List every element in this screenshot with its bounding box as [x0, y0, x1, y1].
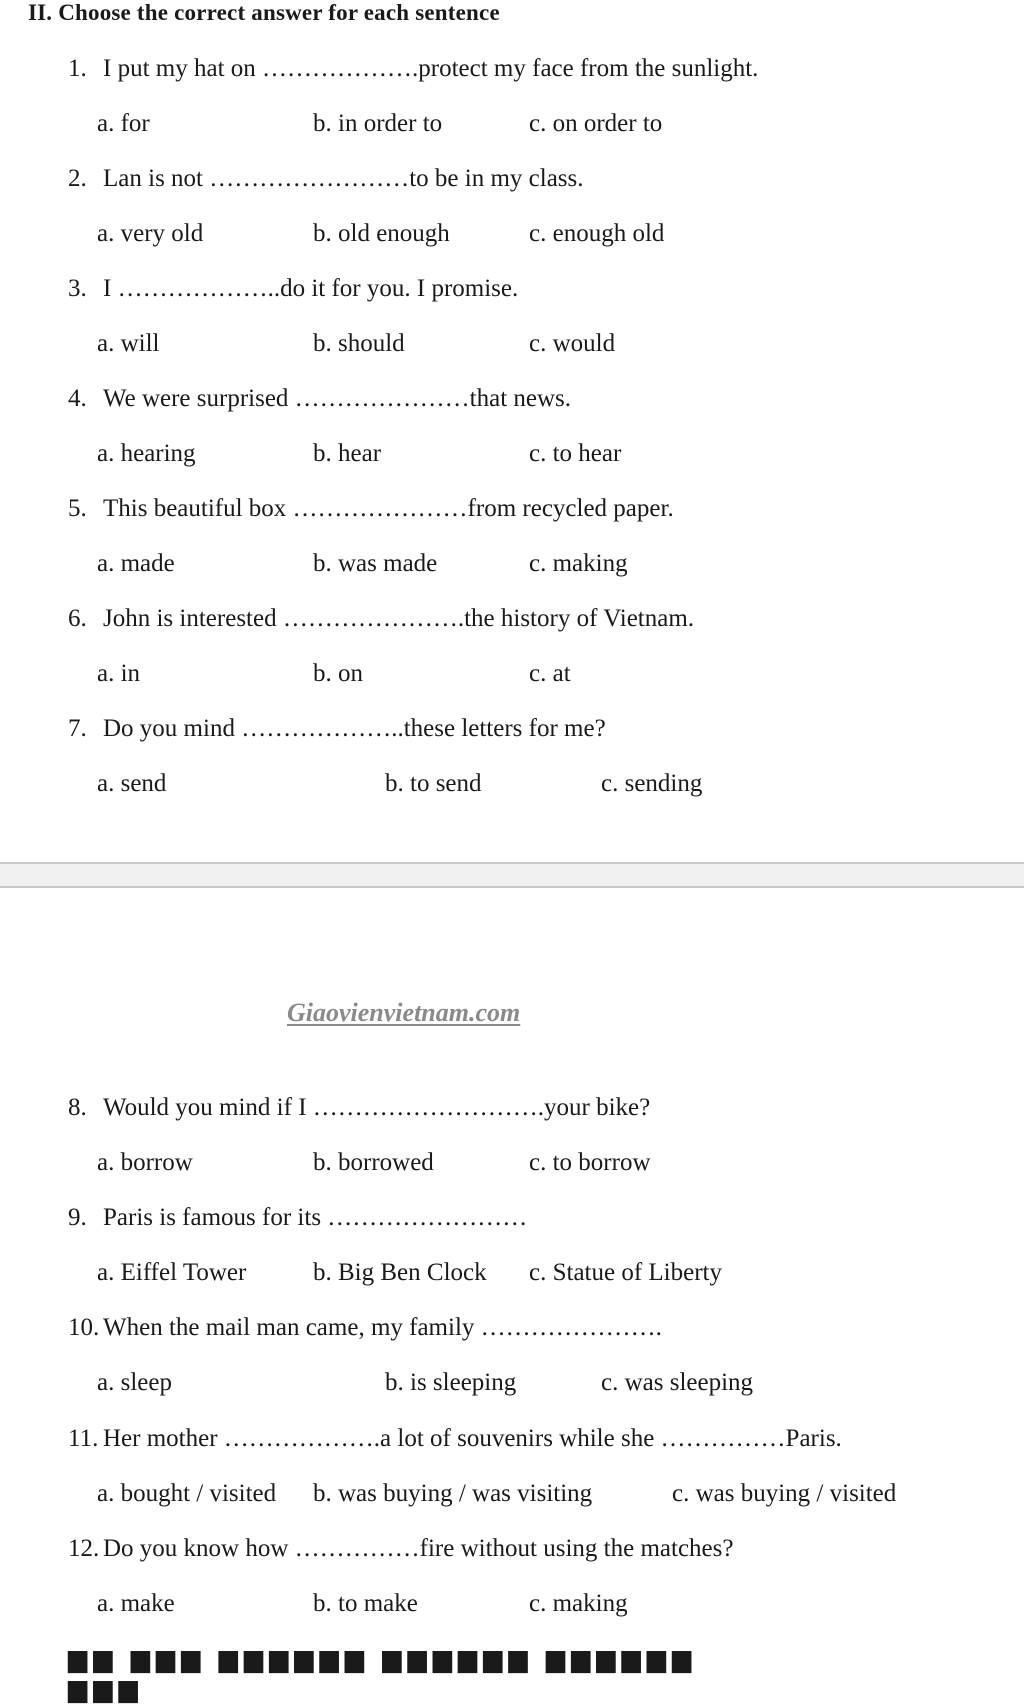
option-a: a. very old [97, 220, 204, 247]
question-10 [68, 1313, 662, 1343]
question-number: 6. [68, 605, 87, 632]
question-number: 4. [68, 385, 87, 412]
question-number: 3. [68, 275, 87, 302]
question-text: John is interested ………………….the history of Vietnam. [103, 605, 695, 632]
question-number: 11. [68, 1425, 99, 1452]
option-c: c. to borrow [529, 1149, 651, 1176]
question-3 [68, 274, 518, 304]
question-text: Do you know how ……………fire without using the matches? [103, 1535, 734, 1562]
section-heading: II. Choose the correct answer for each sentence [28, 0, 500, 25]
question-2 [68, 164, 584, 194]
option-a: a. borrow [97, 1149, 193, 1176]
question-number: 12. [68, 1535, 100, 1562]
option-b: b. in order to [313, 110, 443, 137]
question-6 [68, 604, 694, 634]
option-c: c. was sleeping [601, 1369, 754, 1396]
question-7 [68, 714, 606, 744]
question-text: Do you mind ………………..these letters for me? [103, 715, 606, 742]
option-b: b. old enough [313, 220, 450, 247]
option-c: c. making [529, 550, 628, 577]
question-4 [68, 384, 571, 414]
page-break-divider [0, 862, 1024, 888]
option-c: c. on order to [529, 110, 663, 137]
option-b: b. hear [313, 440, 382, 467]
option-a: a. send [97, 770, 167, 797]
option-a: a. bought / visited [97, 1480, 277, 1507]
option-c: c. at [529, 660, 571, 687]
option-b: b. to make [313, 1590, 418, 1617]
option-c: c. to hear [529, 440, 622, 467]
question-text: Paris is famous for its …………………… [103, 1204, 528, 1231]
question-number: 5. [68, 495, 87, 522]
option-b: b. was buying / was visiting [313, 1480, 593, 1507]
option-c: c. sending [601, 770, 703, 797]
question-number: 1. [68, 55, 87, 82]
question-text: When the mail man came, my family …………………. [103, 1314, 662, 1341]
option-c: c. making [529, 1590, 628, 1617]
question-text: This beautiful box …………………from recycled paper. [103, 495, 674, 522]
option-a: a. make [97, 1590, 175, 1617]
question-number: 10. [68, 1314, 100, 1341]
option-b: b. on [313, 660, 363, 687]
option-b: b. should [313, 330, 405, 357]
option-c: c. would [529, 330, 616, 357]
option-c: c. enough old [529, 220, 665, 247]
option-b: b. to send [385, 770, 482, 797]
option-a: a. hearing [97, 440, 196, 467]
option-a: a. sleep [97, 1369, 172, 1396]
question-12 [68, 1534, 733, 1564]
question-8 [68, 1093, 650, 1123]
question-text: Lan is not ……………………to be in my class. [103, 165, 584, 192]
question-5 [68, 494, 674, 524]
option-b: b. borrowed [313, 1149, 434, 1176]
option-a: a. Eiffel Tower [97, 1259, 247, 1286]
question-11 [68, 1424, 842, 1454]
option-b: b. Big Ben Clock [313, 1259, 487, 1286]
question-number: 8. [68, 1094, 87, 1121]
question-number: 7. [68, 715, 87, 742]
option-a: a. made [97, 550, 175, 577]
question-text: We were surprised …………………that news. [103, 385, 572, 412]
option-c: c. was buying / visited [672, 1480, 897, 1507]
watermark-link[interactable]: Giaovienvietnam.com [287, 998, 521, 1027]
question-text: Her mother ……………….a lot of souvenirs while she ……………Paris. [103, 1425, 842, 1452]
question-number: 2. [68, 165, 87, 192]
question-9 [68, 1203, 527, 1233]
option-b: b. was made [313, 550, 438, 577]
option-c: c. Statue of Liberty [529, 1259, 722, 1286]
question-text: I ………………..do it for you. I promise. [103, 275, 519, 302]
question-1 [68, 54, 758, 84]
option-a: a. for [97, 110, 150, 137]
option-a: a. in [97, 660, 141, 687]
option-b: b. is sleeping [385, 1369, 517, 1396]
question-number: 9. [68, 1204, 87, 1231]
cut-off-line: ▆▆ ▆▆▆ ▆▆▆▆▆▆ ▆▆▆▆▆▆ ▆▆▆▆▆▆ ▆▆▆ [68, 1646, 698, 1703]
option-a: a. will [97, 330, 160, 357]
question-text: I put my hat on ……………….protect my face from the sunlight. [103, 55, 759, 82]
question-text: Would you mind if I ……………………….your bike? [103, 1094, 651, 1121]
